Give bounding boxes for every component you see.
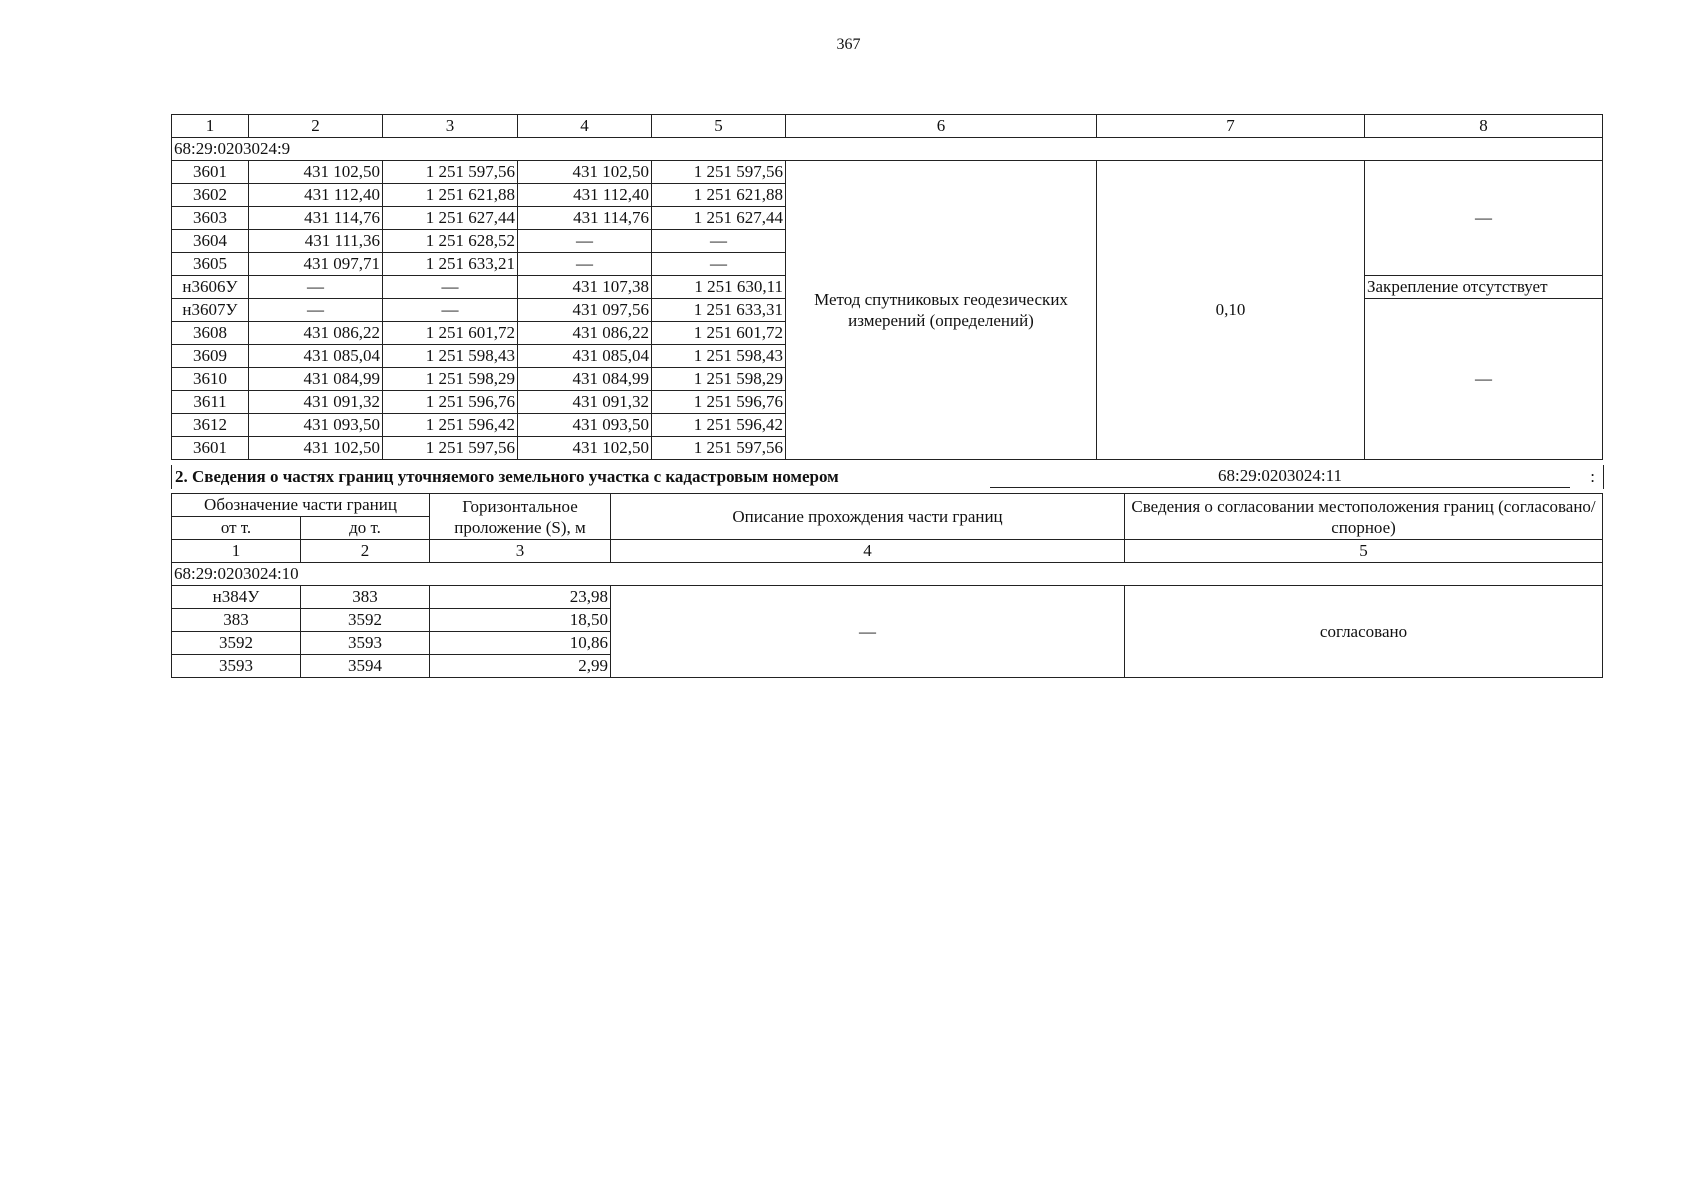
to-point: 3592 bbox=[301, 609, 430, 632]
boundary-parts-table bbox=[171, 493, 1603, 678]
point-id: 3608 bbox=[172, 322, 249, 345]
x-old: 431 091,32 bbox=[249, 391, 383, 414]
column-number: 1 bbox=[172, 540, 301, 563]
x-old: 431 111,36 bbox=[249, 230, 383, 253]
from-point: 383 bbox=[172, 609, 301, 632]
y-old: — bbox=[383, 299, 518, 322]
column-number-row bbox=[172, 540, 1603, 563]
to-point: 3594 bbox=[301, 655, 430, 678]
cadastral-number: 68:29:0203024:11 bbox=[990, 465, 1570, 488]
x-new: 431 091,32 bbox=[518, 391, 652, 414]
y-new: 1 251 601,72 bbox=[652, 322, 786, 345]
to-point: 3593 bbox=[301, 632, 430, 655]
page-number: 367 bbox=[836, 36, 861, 53]
column-number: 5 bbox=[1125, 540, 1603, 563]
x-new: 431 102,50 bbox=[518, 161, 652, 184]
y-new: 1 251 597,56 bbox=[652, 437, 786, 460]
x-new: 431 102,50 bbox=[518, 437, 652, 460]
y-new: 1 251 627,44 bbox=[652, 207, 786, 230]
y-old: 1 251 627,44 bbox=[383, 207, 518, 230]
parcel-row bbox=[172, 563, 1603, 586]
to-point: 383 bbox=[301, 586, 430, 609]
boundary-part-row bbox=[172, 586, 1603, 609]
column-number: 2 bbox=[301, 540, 430, 563]
point-id: 3610 bbox=[172, 368, 249, 391]
y-new: 1 251 597,56 bbox=[652, 161, 786, 184]
x-old: — bbox=[249, 276, 383, 299]
x-new: 431 112,40 bbox=[518, 184, 652, 207]
y-old: 1 251 596,42 bbox=[383, 414, 518, 437]
point-id: 3603 bbox=[172, 207, 249, 230]
column-number: 8 bbox=[1365, 115, 1603, 138]
column-number: 4 bbox=[518, 115, 652, 138]
x-new: 431 114,76 bbox=[518, 207, 652, 230]
x-old: 431 114,76 bbox=[249, 207, 383, 230]
column-number: 5 bbox=[652, 115, 786, 138]
header-row bbox=[172, 494, 1603, 517]
horizontal-header: Горизонтальное проложение (S), м bbox=[430, 494, 611, 540]
point-row bbox=[172, 161, 1603, 184]
y-old: 1 251 596,76 bbox=[383, 391, 518, 414]
fixing-middle: Закрепление отсутствует bbox=[1365, 276, 1603, 299]
x-old: 431 085,04 bbox=[249, 345, 383, 368]
column-number: 2 bbox=[249, 115, 383, 138]
y-new: 1 251 598,43 bbox=[652, 345, 786, 368]
accuracy-cell: 0,10 bbox=[1097, 161, 1365, 460]
y-new: 1 251 596,42 bbox=[652, 414, 786, 437]
column-number: 1 bbox=[172, 115, 249, 138]
y-old: 1 251 598,43 bbox=[383, 345, 518, 368]
fixing-bottom: — bbox=[1365, 299, 1603, 460]
heading-colon: : bbox=[1590, 467, 1595, 486]
distance: 2,99 bbox=[430, 655, 611, 678]
point-id: 3609 bbox=[172, 345, 249, 368]
coordinates-table bbox=[171, 114, 1603, 460]
x-old: 431 097,71 bbox=[249, 253, 383, 276]
x-old: 431 086,22 bbox=[249, 322, 383, 345]
point-id: 3605 bbox=[172, 253, 249, 276]
column-number: 3 bbox=[383, 115, 518, 138]
agreement-cell: согласовано bbox=[1125, 586, 1603, 678]
x-old: 431 112,40 bbox=[249, 184, 383, 207]
point-id: 3604 bbox=[172, 230, 249, 253]
y-old: — bbox=[383, 276, 518, 299]
distance: 18,50 bbox=[430, 609, 611, 632]
x-new: 431 093,50 bbox=[518, 414, 652, 437]
x-new: 431 107,38 bbox=[518, 276, 652, 299]
y-old: 1 251 633,21 bbox=[383, 253, 518, 276]
from-header: от т. bbox=[172, 517, 301, 540]
y-old: 1 251 621,88 bbox=[383, 184, 518, 207]
y-old: 1 251 597,56 bbox=[383, 437, 518, 460]
distance: 23,98 bbox=[430, 586, 611, 609]
x-old: 431 102,50 bbox=[249, 161, 383, 184]
y-new: — bbox=[652, 230, 786, 253]
column-number: 4 bbox=[611, 540, 1125, 563]
fixing-top: — bbox=[1365, 161, 1603, 276]
parcel-id: 68:29:0203024:9 bbox=[172, 138, 1603, 161]
column-number: 7 bbox=[1097, 115, 1365, 138]
x-new: 431 086,22 bbox=[518, 322, 652, 345]
x-new: — bbox=[518, 253, 652, 276]
y-new: 1 251 630,11 bbox=[652, 276, 786, 299]
method-cell: Метод спутниковых геодезических измерений (определений) bbox=[786, 161, 1097, 460]
x-old: 431 084,99 bbox=[249, 368, 383, 391]
y-new: 1 251 621,88 bbox=[652, 184, 786, 207]
description-cell: — bbox=[611, 586, 1125, 678]
point-id: 3612 bbox=[172, 414, 249, 437]
y-old: 1 251 628,52 bbox=[383, 230, 518, 253]
to-header: до т. bbox=[301, 517, 430, 540]
section2-heading bbox=[171, 465, 1604, 489]
y-new: 1 251 596,76 bbox=[652, 391, 786, 414]
x-old: 431 093,50 bbox=[249, 414, 383, 437]
x-new: 431 085,04 bbox=[518, 345, 652, 368]
point-id: 3611 bbox=[172, 391, 249, 414]
from-point: 3592 bbox=[172, 632, 301, 655]
x-new: 431 084,99 bbox=[518, 368, 652, 391]
y-old: 1 251 598,29 bbox=[383, 368, 518, 391]
description-header: Описание прохождения части границ bbox=[611, 494, 1125, 540]
from-point: 3593 bbox=[172, 655, 301, 678]
parcel-row bbox=[172, 138, 1603, 161]
distance: 10,86 bbox=[430, 632, 611, 655]
x-old: 431 102,50 bbox=[249, 437, 383, 460]
section2-title: 2. Сведения о частях границ уточняемого земельного участка с кадастровым номером bbox=[175, 467, 839, 486]
x-new: — bbox=[518, 230, 652, 253]
x-old: — bbox=[249, 299, 383, 322]
column-number-row bbox=[172, 115, 1603, 138]
column-number: 6 bbox=[786, 115, 1097, 138]
point-id: 3602 bbox=[172, 184, 249, 207]
x-new: 431 097,56 bbox=[518, 299, 652, 322]
point-id: н3607У bbox=[172, 299, 249, 322]
y-new: 1 251 598,29 bbox=[652, 368, 786, 391]
agreement-header: Сведения о согласовании местоположения границ (согласовано/спорное) bbox=[1125, 494, 1603, 540]
point-id: н3606У bbox=[172, 276, 249, 299]
from-point: н384У bbox=[172, 586, 301, 609]
column-number: 3 bbox=[430, 540, 611, 563]
point-id: 3601 bbox=[172, 161, 249, 184]
y-new: 1 251 633,31 bbox=[652, 299, 786, 322]
parcel-id: 68:29:0203024:10 bbox=[172, 563, 1603, 586]
y-new: — bbox=[652, 253, 786, 276]
designation-header: Обозначение части границ bbox=[172, 494, 430, 517]
point-id: 3601 bbox=[172, 437, 249, 460]
y-old: 1 251 601,72 bbox=[383, 322, 518, 345]
y-old: 1 251 597,56 bbox=[383, 161, 518, 184]
